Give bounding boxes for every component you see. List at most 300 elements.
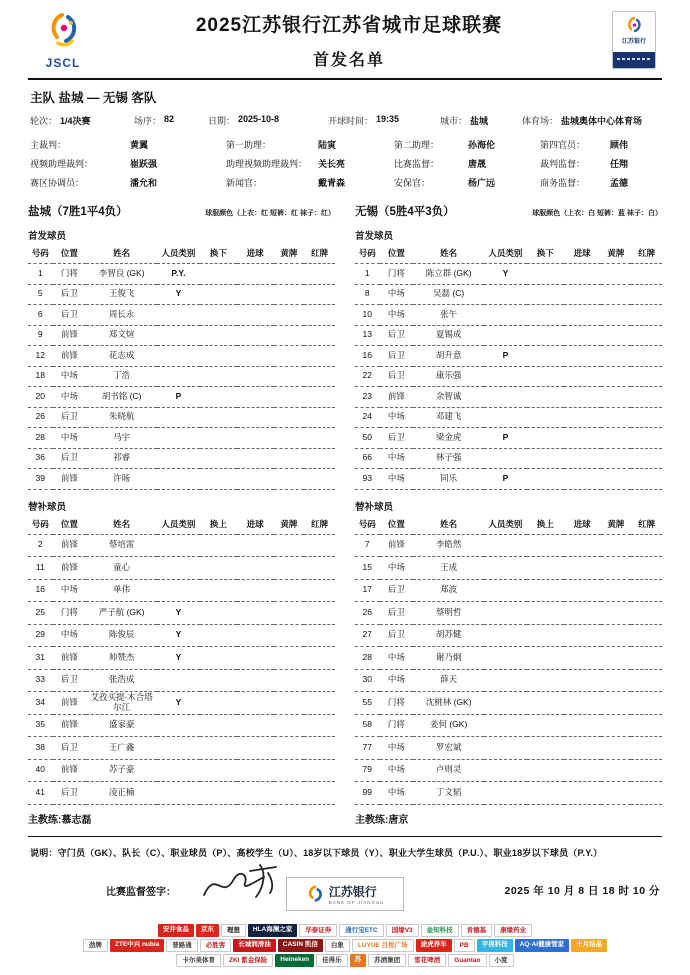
player-name: 林子强 <box>413 448 484 469</box>
home-team-name: 盐城（7胜1平4负） <box>28 206 128 218</box>
player-name: 康乐强 <box>413 366 484 387</box>
event-cell <box>304 264 335 285</box>
player-row <box>355 669 662 692</box>
match-info <box>0 80 690 195</box>
match-info-item <box>522 114 660 127</box>
player-number: 11 <box>28 557 53 580</box>
player-position: 后卫 <box>53 737 87 760</box>
player-position: 中场 <box>380 669 414 692</box>
player-number: 99 <box>355 782 380 805</box>
player-row <box>28 448 335 469</box>
player-name: 吴磊 (C) <box>413 284 484 305</box>
player-position: 门将 <box>380 264 414 285</box>
player-position: 前锋 <box>53 469 87 490</box>
player-row <box>355 428 662 449</box>
sponsor-logo: 通行宝ETC <box>339 924 384 937</box>
player-category <box>484 759 527 782</box>
event-cell <box>564 714 601 737</box>
sponsor-logo: HLA海澜之家 <box>248 924 297 937</box>
sponsor-logo: 苏 <box>350 954 367 967</box>
player-name: 周长永 <box>86 305 157 326</box>
event-cell <box>631 448 662 469</box>
event-cell <box>631 602 662 625</box>
event-cell <box>237 305 274 326</box>
event-cell <box>564 305 601 326</box>
player-number: 77 <box>355 737 380 760</box>
info-value: 盐城奥体中心体育场 <box>561 116 643 126</box>
event-cell <box>601 759 632 782</box>
column-header: 位置 <box>53 515 87 535</box>
official-name: 崔跃强 <box>130 159 158 169</box>
official-item <box>540 155 660 174</box>
column-header: 黄牌 <box>274 244 305 264</box>
player-position: 前锋 <box>380 387 414 408</box>
event-cell <box>304 448 335 469</box>
player-row <box>28 692 335 715</box>
column-header: 号码 <box>355 515 380 535</box>
event-cell <box>564 428 601 449</box>
sponsor-logo: ZKI 紫金保险 <box>223 954 273 967</box>
event-cell <box>237 669 274 692</box>
event-cell <box>527 284 564 305</box>
event-cell <box>200 669 237 692</box>
player-category <box>484 448 527 469</box>
player-position: 门将 <box>380 692 414 715</box>
player-number: 15 <box>355 557 380 580</box>
player-position: 后卫 <box>380 579 414 602</box>
event-cell <box>304 579 335 602</box>
event-cell <box>601 284 632 305</box>
player-category <box>484 782 527 805</box>
player-number: 58 <box>355 714 380 737</box>
player-position: 中场 <box>380 448 414 469</box>
event-cell <box>237 534 274 557</box>
sponsor-logo: 佳得乐 <box>316 954 348 967</box>
event-cell <box>601 534 632 557</box>
event-cell <box>200 624 237 647</box>
player-name: 帅赞杰 <box>86 647 157 670</box>
info-label: 场序： <box>134 116 162 126</box>
player-name: 王成 <box>413 557 484 580</box>
event-cell <box>527 692 564 715</box>
event-cell <box>274 387 305 408</box>
event-cell <box>200 579 237 602</box>
official-label: 裁判监督： <box>540 159 586 169</box>
official-item <box>226 155 394 174</box>
player-category <box>484 325 527 346</box>
player-number: 10 <box>355 305 380 326</box>
event-cell <box>631 579 662 602</box>
player-row <box>355 782 662 805</box>
player-category <box>484 284 527 305</box>
bank-badge-icon <box>624 16 644 36</box>
official-name: 顾伟 <box>610 140 629 150</box>
player-number: 9 <box>28 325 53 346</box>
sponsor-row-2 <box>6 938 684 953</box>
match-info-item <box>134 114 208 127</box>
player-row <box>355 557 662 580</box>
player-position: 后卫 <box>380 366 414 387</box>
player-category: P.Y. <box>157 264 200 285</box>
info-value: 82 <box>164 114 175 124</box>
player-position: 中场 <box>53 624 87 647</box>
player-name: 罗宏斌 <box>413 737 484 760</box>
event-cell <box>274 366 305 387</box>
event-cell <box>631 669 662 692</box>
info-label: 轮次： <box>30 116 58 126</box>
official-item <box>540 174 660 193</box>
player-position: 门将 <box>53 264 87 285</box>
event-cell <box>237 759 274 782</box>
event-cell <box>631 407 662 428</box>
player-name: 苏子豪 <box>86 759 157 782</box>
event-cell <box>237 692 274 715</box>
sponsor-row-3 <box>6 953 684 968</box>
player-position: 前锋 <box>53 714 87 737</box>
home-kit-colors: 球服颜色（上衣：红 短裤：红 袜子：红） <box>205 210 335 217</box>
event-cell <box>237 469 274 490</box>
column-header: 姓名 <box>86 515 157 535</box>
info-value: 2025-10-8 <box>238 114 280 124</box>
event-cell <box>304 284 335 305</box>
event-cell <box>564 557 601 580</box>
player-name: 丁文韬 <box>413 782 484 805</box>
match-info-item <box>440 114 522 127</box>
sponsor-logo: 康缘药业 <box>494 924 532 937</box>
official-name: 陆寅 <box>318 140 337 150</box>
info-value: 1/4决赛 <box>60 116 91 126</box>
player-name: 童心 <box>86 557 157 580</box>
sponsor-logo: 普路通 <box>166 939 198 952</box>
player-number: 24 <box>355 407 380 428</box>
match-info-line <box>30 114 660 127</box>
event-cell <box>527 647 564 670</box>
event-cell <box>631 534 662 557</box>
player-name: 盛家豪 <box>86 714 157 737</box>
column-header: 号码 <box>355 244 380 264</box>
event-cell <box>274 264 305 285</box>
player-number: 7 <box>355 534 380 557</box>
event-cell <box>601 737 632 760</box>
team-line: 主队 盐城 — 无锡 客队 <box>30 91 157 105</box>
event-cell <box>274 759 305 782</box>
official-name: 任翔 <box>610 159 629 169</box>
bank-logo <box>286 877 404 911</box>
player-category <box>157 737 200 760</box>
player-row <box>355 647 662 670</box>
event-cell <box>564 579 601 602</box>
rosters <box>0 195 690 826</box>
sponsor-logo: 华泰证券 <box>299 924 337 937</box>
player-category <box>484 366 527 387</box>
player-number: 12 <box>28 346 53 367</box>
player-name: 梁金虎 <box>413 428 484 449</box>
event-cell <box>564 759 601 782</box>
away-subs-table <box>355 515 662 805</box>
player-position: 前锋 <box>53 557 87 580</box>
event-cell <box>304 366 335 387</box>
player-position: 后卫 <box>380 325 414 346</box>
official-label: 商务监督： <box>540 178 586 188</box>
player-number: 18 <box>28 366 53 387</box>
player-name: 郑波 <box>413 579 484 602</box>
official-name: 杨广远 <box>468 178 496 188</box>
event-cell <box>304 387 335 408</box>
player-name: 王俊飞 <box>86 284 157 305</box>
event-cell <box>274 346 305 367</box>
player-category <box>484 714 527 737</box>
sponsor-logo: 苏酒集团 <box>368 954 406 967</box>
column-header: 位置 <box>53 244 87 264</box>
event-cell <box>631 284 662 305</box>
away-coach: 主教练:唐京 <box>355 814 409 826</box>
player-position: 后卫 <box>380 428 414 449</box>
sponsor-logo: 理想 <box>221 924 246 937</box>
player-name: 艾孜买提·木合塔尔江 <box>86 692 157 715</box>
match-info-item <box>208 114 328 127</box>
player-name: 张午 <box>413 305 484 326</box>
player-position: 前锋 <box>53 346 87 367</box>
jscl-logo <box>34 10 92 70</box>
player-category: Y <box>157 624 200 647</box>
event-cell <box>601 579 632 602</box>
event-cell <box>631 737 662 760</box>
header <box>0 0 690 72</box>
event-cell <box>601 647 632 670</box>
column-header: 进球 <box>237 515 274 535</box>
player-row <box>28 782 335 805</box>
sponsor-logo: 小度 <box>489 954 514 967</box>
player-number: 39 <box>28 469 53 490</box>
player-number: 26 <box>355 602 380 625</box>
official-item <box>30 174 226 193</box>
event-cell <box>237 737 274 760</box>
player-position: 后卫 <box>53 407 87 428</box>
info-label: 开球时间： <box>328 116 374 126</box>
event-cell <box>237 579 274 602</box>
sponsor-logo: 京东 <box>196 924 219 937</box>
event-cell <box>527 387 564 408</box>
player-number: 1 <box>355 264 380 285</box>
player-name: 张浩成 <box>86 669 157 692</box>
event-cell <box>631 469 662 490</box>
player-category <box>484 407 527 428</box>
event-cell <box>200 557 237 580</box>
away-subs-label: 替补球员 <box>355 501 394 513</box>
event-cell <box>564 602 601 625</box>
player-position: 中场 <box>380 647 414 670</box>
event-cell <box>274 284 305 305</box>
player-category <box>484 387 527 408</box>
column-header: 位置 <box>380 244 414 264</box>
match-info-item <box>328 114 440 127</box>
player-row <box>28 387 335 408</box>
player-category <box>157 366 200 387</box>
event-cell <box>200 325 237 346</box>
player-number: 35 <box>28 714 53 737</box>
event-cell <box>200 346 237 367</box>
column-header: 号码 <box>28 244 53 264</box>
player-position: 中场 <box>380 284 414 305</box>
officials-row-1 <box>30 136 660 155</box>
sponsor-logo: 卡尔美体育 <box>176 954 221 967</box>
official-item <box>394 155 540 174</box>
player-name: 蔡培雷 <box>86 534 157 557</box>
jscl-logo-icon <box>43 10 83 50</box>
event-cell <box>304 407 335 428</box>
player-number: 17 <box>355 579 380 602</box>
roster-header-row <box>28 515 335 535</box>
player-position: 后卫 <box>53 448 87 469</box>
player-number: 41 <box>28 782 53 805</box>
player-category <box>157 782 200 805</box>
player-number: 79 <box>355 759 380 782</box>
bank-logo-icon <box>306 885 324 903</box>
event-cell <box>304 534 335 557</box>
official-item <box>226 136 394 155</box>
event-cell <box>304 325 335 346</box>
player-number: 93 <box>355 469 380 490</box>
column-header: 换上 <box>527 515 564 535</box>
player-category: Y <box>484 264 527 285</box>
player-category <box>484 669 527 692</box>
player-name: 同乐 <box>413 469 484 490</box>
player-number: 6 <box>28 305 53 326</box>
player-number: 28 <box>28 428 53 449</box>
player-row <box>355 448 662 469</box>
event-cell <box>601 714 632 737</box>
player-position: 前锋 <box>53 647 87 670</box>
event-cell <box>564 325 601 346</box>
player-row <box>28 579 335 602</box>
sponsor-logo: 雪花啤酒 <box>408 954 446 967</box>
player-row <box>28 534 335 557</box>
event-cell <box>564 469 601 490</box>
event-cell <box>527 557 564 580</box>
event-cell <box>564 284 601 305</box>
event-cell <box>601 448 632 469</box>
event-cell <box>631 647 662 670</box>
official-item <box>540 136 660 155</box>
event-cell <box>274 534 305 557</box>
player-number: 5 <box>28 284 53 305</box>
official-item <box>226 174 394 193</box>
event-cell <box>527 669 564 692</box>
event-cell <box>237 557 274 580</box>
event-cell <box>527 782 564 805</box>
info-label: 日期： <box>208 116 236 126</box>
roster-header-row <box>28 244 335 264</box>
event-cell <box>304 669 335 692</box>
roster-header-row <box>355 515 662 535</box>
player-row <box>28 305 335 326</box>
bank-badge-text: 江苏银行 <box>621 39 646 45</box>
player-number: 66 <box>355 448 380 469</box>
event-cell <box>527 624 564 647</box>
event-cell <box>304 557 335 580</box>
event-cell <box>601 624 632 647</box>
event-cell <box>527 469 564 490</box>
info-label: 城市： <box>440 116 468 126</box>
event-cell <box>304 737 335 760</box>
player-row <box>28 284 335 305</box>
event-cell <box>200 407 237 428</box>
player-name: 单伟 <box>86 579 157 602</box>
player-name: 蔡明哲 <box>413 602 484 625</box>
official-item <box>394 174 540 193</box>
player-row <box>28 624 335 647</box>
league-title: 2025江苏银行江苏省城市足球联赛 <box>195 15 503 36</box>
event-cell <box>200 387 237 408</box>
official-item <box>394 136 540 155</box>
official-name: 唐晟 <box>468 159 487 169</box>
event-cell <box>200 647 237 670</box>
player-category <box>157 469 200 490</box>
player-row <box>355 579 662 602</box>
player-row <box>355 346 662 367</box>
event-cell <box>200 428 237 449</box>
player-category: Y <box>157 647 200 670</box>
player-row <box>28 669 335 692</box>
player-row <box>355 469 662 490</box>
event-cell <box>631 782 662 805</box>
away-starters-label: 首发球员 <box>355 231 394 242</box>
event-cell <box>631 692 662 715</box>
column-header: 人员类别 <box>157 515 200 535</box>
player-position: 前锋 <box>53 692 87 715</box>
player-position: 中场 <box>53 428 87 449</box>
player-row <box>28 264 335 285</box>
player-number: 26 <box>28 407 53 428</box>
column-header: 姓名 <box>413 244 484 264</box>
player-name: 胡升意 <box>413 346 484 367</box>
player-number: 50 <box>355 428 380 449</box>
sponsor-logo: 白象 <box>325 939 350 952</box>
event-cell <box>631 387 662 408</box>
player-number: 22 <box>355 366 380 387</box>
event-cell <box>237 264 274 285</box>
player-category <box>157 557 200 580</box>
event-cell <box>237 407 274 428</box>
event-cell <box>237 284 274 305</box>
player-position: 中场 <box>380 737 414 760</box>
event-cell <box>631 346 662 367</box>
player-category <box>157 325 200 346</box>
event-cell <box>527 305 564 326</box>
player-row <box>28 602 335 625</box>
player-number: 36 <box>28 448 53 469</box>
event-cell <box>564 624 601 647</box>
player-position: 中场 <box>53 579 87 602</box>
column-header: 进球 <box>564 515 601 535</box>
player-row <box>355 325 662 346</box>
event-cell <box>631 557 662 580</box>
column-header: 换下 <box>527 244 564 264</box>
event-cell <box>274 782 305 805</box>
player-name: 祁睿 <box>86 448 157 469</box>
sponsor-logo: AQ·AI健康管家 <box>515 939 569 952</box>
player-category: P <box>484 428 527 449</box>
event-cell <box>527 264 564 285</box>
column-header: 人员类别 <box>484 515 527 535</box>
event-cell <box>274 714 305 737</box>
player-row <box>28 428 335 449</box>
event-cell <box>304 346 335 367</box>
player-category <box>484 534 527 557</box>
player-row <box>28 346 335 367</box>
player-row <box>355 264 662 285</box>
official-name: 孙海伦 <box>468 140 496 150</box>
